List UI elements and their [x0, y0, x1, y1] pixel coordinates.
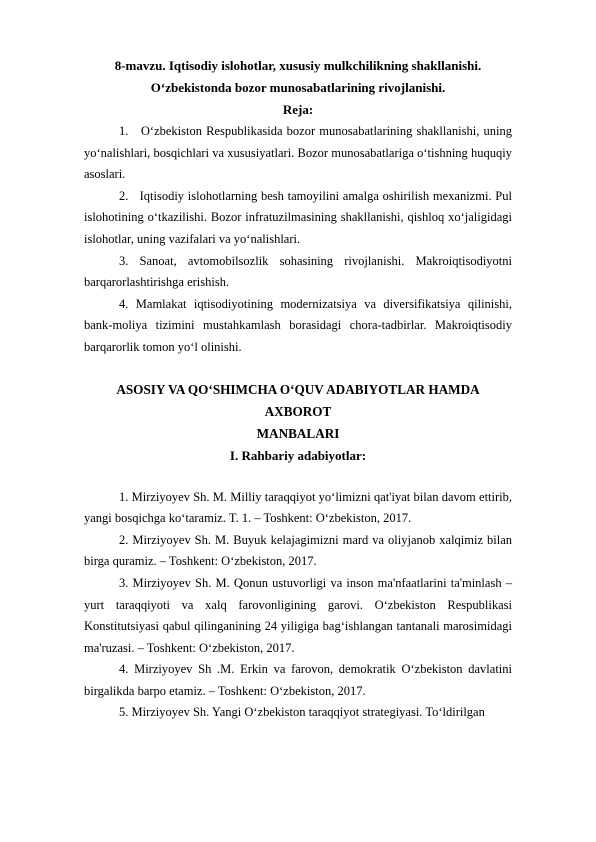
- topic-title-line-2: O‘zbekistonda bozor munosabatlarining rivojlanishi.: [150, 80, 446, 95]
- reference-item: 4. Mirziyoyev Sh .M. Erkin va farovon, demokratik O‘zbekiston davlatini birgalikda barpo etamiz. – Toshkent: O‘zbekiston, 2017.: [84, 662, 512, 698]
- plan-item: 3. Sanoat, avtomobilsozlik sohasining rivojlanishi. Makroiqtisodiyotni barqarorlashtirishga erishish.: [84, 253, 512, 290]
- subsection-heading: I. Rahbariy adabiyotlar:: [229, 447, 367, 463]
- reference-list: [84, 487, 512, 725]
- plan-heading: Reja:: [282, 102, 314, 117]
- reference-item: 2. Mirziyoyev Sh. M. Buyuk kelajagimizni mard va oliyjanob xalqimiz bilan birga quramiz. – Toshkent: O‘zbekiston, 2017.: [84, 532, 512, 569]
- plan-item: 1. O‘zbekiston Respublikasida bozor munosabatlarining shakllanishi, uning yo‘nalishlari, bosqichlari va xususiyatlari. Bozor munosabatlariga o‘tishning huquqiy asoslari.: [84, 124, 512, 182]
- reference-item: 1. Mirziyoyev Sh. M. Milliy taraqqiyot yo‘limizni qat'iyat bilan davom ettirib, yangi bosqichga ko‘taramiz. T. 1. – Toshkent: O‘zbekiston, 2017.: [84, 489, 512, 526]
- plan-item: 4. Mamlakat iqtisodiyotining modernizatsiya va diversifikatsiya qilinishi, bank-moliya tizimini mustahkamlash borasidagi chora-tadbirlar. Makroiqtisodiy barqarorlik tomon yo‘l olinishi.: [84, 296, 512, 354]
- plan-list: [84, 121, 512, 359]
- section-heading-line-1: ASOSIY VA QO‘SHIMCHA O‘QUV ADABIYOTLAR HAMDA AXBOROT: [116, 381, 480, 419]
- plan-item: 2. Iqtisodiy islohotlarning besh tamoyilini amalga oshirilish mexanizmi. Pul islohotining o‘tkazilishi. Bozor infratuzilmasining shakllanishi, qishloq xo‘jaligidagi islohotlar, uning vazifalari va yo‘nalishlari.: [84, 188, 512, 246]
- section-heading-line-2: MANBALARI: [256, 425, 340, 441]
- reference-item: 5. Mirziyoyev Sh. Yangi O‘zbekiston taraqqiyot strategiyasi. To‘ldirilgan: [119, 705, 485, 720]
- reference-item: 3. Mirziyoyev Sh. M. Qonun ustuvorligi va inson ma'nfaatlarini ta'minlash – yurt taraqqiyoti va xalq farovonligining garovi. O‘zbekiston Respublikasi Konstitutsiyasi qabul qilinganining 24 yiligiga bag‘ishlangan tantanali marosimidagi ma'ruzasi. – Toshkent: O‘zbekiston, 2017.: [84, 575, 512, 655]
- document-page: [84, 55, 512, 724]
- topic-title-line-1: 8-mavzu. Iqtisodiy islohotlar, xususiy mulkchilikning shakllanishi.: [114, 58, 482, 73]
